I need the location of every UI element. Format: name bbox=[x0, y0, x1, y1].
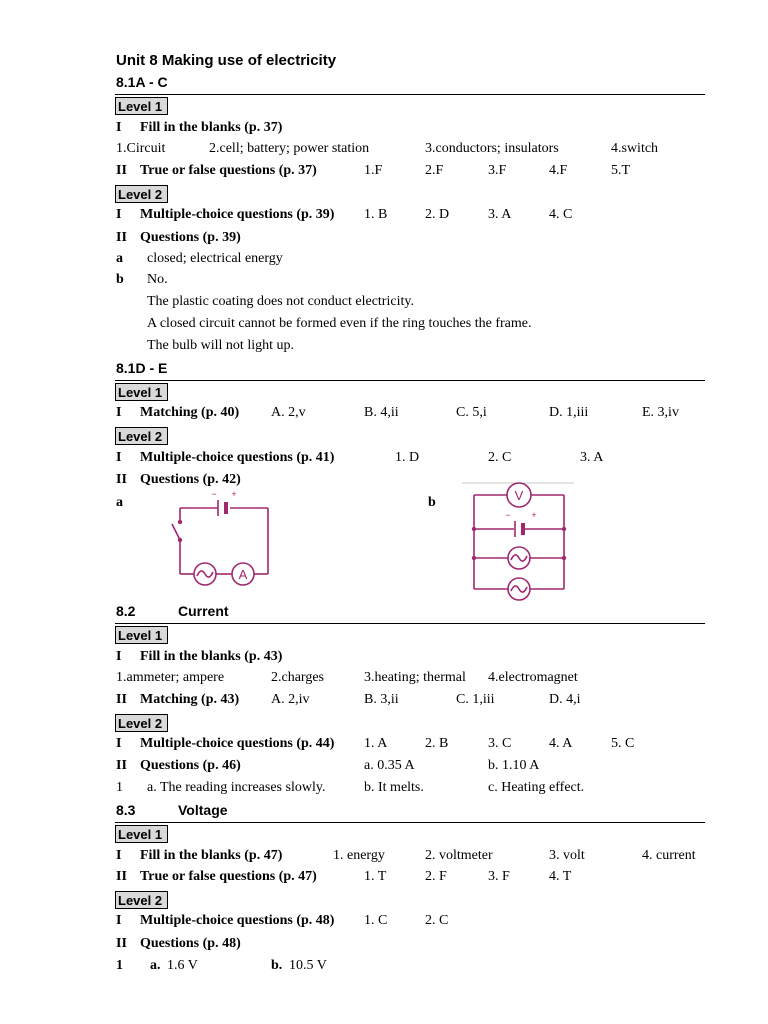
answer: b. 1.10 A bbox=[488, 758, 540, 773]
answer: 1.6 V bbox=[167, 958, 198, 973]
question-number: II bbox=[116, 472, 127, 487]
level-1-box: Level 1 bbox=[115, 97, 168, 115]
level-1-box: Level 1 bbox=[115, 383, 168, 401]
answer: 2.F bbox=[425, 163, 444, 178]
question-number: I bbox=[116, 649, 122, 664]
answer: C. 5,i bbox=[456, 405, 487, 420]
junction-dot bbox=[562, 527, 566, 531]
section-number: 8.3 bbox=[116, 802, 136, 818]
section-rule bbox=[115, 623, 705, 624]
answer: 5. C bbox=[611, 736, 635, 751]
part-label: a bbox=[116, 251, 123, 266]
answer: 3.F bbox=[488, 163, 507, 178]
answer: b. It melts. bbox=[364, 780, 424, 795]
question-title: Fill in the blanks (p. 37) bbox=[140, 120, 283, 135]
answer: 1. D bbox=[395, 450, 420, 465]
circuit-diagram-a bbox=[160, 488, 280, 584]
question-title: Questions (p. 39) bbox=[140, 230, 241, 245]
question-number: I bbox=[116, 207, 122, 222]
answer-line: The plastic coating does not conduct electricity. bbox=[147, 294, 414, 309]
answer: 3. A bbox=[580, 450, 604, 465]
question-number: II bbox=[116, 869, 127, 884]
question-number: II bbox=[116, 758, 127, 773]
question-number: I bbox=[116, 848, 122, 863]
section-title: Voltage bbox=[178, 802, 228, 818]
level-1-box: Level 1 bbox=[115, 626, 168, 644]
bulb-filament bbox=[511, 555, 527, 561]
answer: 3. volt bbox=[549, 848, 585, 863]
answer: 1. A bbox=[364, 736, 388, 751]
answer: 1. B bbox=[364, 207, 388, 222]
answer: 5.T bbox=[611, 163, 631, 178]
voltmeter-label: V bbox=[514, 488, 524, 503]
answer: B. 3,ii bbox=[364, 692, 399, 707]
question-number: II bbox=[116, 230, 127, 245]
row-number: 1 bbox=[116, 780, 123, 795]
minus-sign: − bbox=[505, 510, 511, 520]
figure-label-b: b bbox=[428, 495, 436, 510]
section-number: 8.2 bbox=[116, 603, 136, 619]
section-rule bbox=[115, 822, 705, 823]
question-number: I bbox=[116, 736, 122, 751]
answer: 4. A bbox=[549, 736, 573, 751]
answer: 2. D bbox=[425, 207, 450, 222]
switch-lever bbox=[172, 524, 180, 540]
junction-dot bbox=[472, 556, 476, 560]
level-2-box: Level 2 bbox=[115, 427, 168, 445]
answer: A. 2,v bbox=[271, 405, 306, 420]
answer: 1.Circuit bbox=[116, 141, 166, 156]
answer: 2. F bbox=[425, 869, 447, 884]
question-title: Fill in the blanks (p. 47) bbox=[140, 848, 283, 863]
answer: 4. T bbox=[549, 869, 572, 884]
answer: B. 4,ii bbox=[364, 405, 399, 420]
section-rule bbox=[115, 380, 705, 381]
answer: A. 2,iv bbox=[271, 692, 310, 707]
part-label: b. bbox=[271, 958, 283, 973]
answer: 2. voltmeter bbox=[425, 848, 493, 863]
answer: 4. current bbox=[642, 848, 696, 863]
part-label: a. bbox=[150, 958, 161, 973]
junction-dot bbox=[562, 556, 566, 560]
question-title: Fill in the blanks (p. 43) bbox=[140, 649, 283, 664]
section-rule bbox=[115, 94, 705, 95]
switch-contact bbox=[178, 520, 182, 524]
bulb-filament bbox=[197, 571, 213, 577]
answer: 2. C bbox=[488, 450, 512, 465]
question-number: I bbox=[116, 405, 122, 420]
minus-sign: − bbox=[211, 489, 217, 499]
section-heading-8-1a-c: 8.1A - C bbox=[116, 74, 168, 90]
question-number: I bbox=[116, 120, 122, 135]
question-title: Multiple-choice questions (p. 39) bbox=[140, 207, 335, 222]
answer-line: No. bbox=[147, 272, 168, 287]
answer: 3. C bbox=[488, 736, 512, 751]
question-title: True or false questions (p. 37) bbox=[140, 163, 317, 178]
section-title: Current bbox=[178, 603, 229, 619]
answer-line: A closed circuit cannot be formed even if the ring touches the frame. bbox=[147, 316, 532, 331]
plus-sign: + bbox=[531, 510, 537, 520]
answer: C. 1,iii bbox=[456, 692, 495, 707]
answer: 3. F bbox=[488, 869, 510, 884]
question-number: I bbox=[116, 450, 122, 465]
answer: 4.electromagnet bbox=[488, 670, 578, 685]
question-number: II bbox=[116, 936, 127, 951]
question-title: Matching (p. 43) bbox=[140, 692, 240, 707]
answer-line: The bulb will not light up. bbox=[147, 338, 294, 353]
bulb-filament bbox=[511, 586, 527, 592]
question-title: Matching (p. 40) bbox=[140, 405, 240, 420]
level-1-box: Level 1 bbox=[115, 825, 168, 843]
answer: 1.ammeter; ampere bbox=[116, 670, 225, 685]
answer: 4.switch bbox=[611, 141, 659, 156]
section-heading-8-1d-e: 8.1D - E bbox=[116, 360, 168, 376]
answer: 4.F bbox=[549, 163, 568, 178]
question-title: Multiple-choice questions (p. 44) bbox=[140, 736, 335, 751]
row-number: 1 bbox=[116, 958, 123, 973]
answer: 2.cell; battery; power station bbox=[209, 141, 370, 156]
answer: 2. C bbox=[425, 913, 449, 928]
answer: 1.F bbox=[364, 163, 383, 178]
question-title: Questions (p. 48) bbox=[140, 936, 241, 951]
answer: a. The reading increases slowly. bbox=[147, 780, 326, 795]
unit-title: Unit 8 Making use of electricity bbox=[116, 52, 337, 69]
level-2-box: Level 2 bbox=[115, 185, 168, 203]
question-number: II bbox=[116, 163, 127, 178]
question-title: Questions (p. 46) bbox=[140, 758, 241, 773]
question-title: True or false questions (p. 47) bbox=[140, 869, 317, 884]
ammeter-label: A bbox=[238, 567, 248, 582]
junction-dot bbox=[472, 527, 476, 531]
answer: D. 4,i bbox=[549, 692, 581, 707]
answer: D. 1,iii bbox=[549, 405, 589, 420]
part-label: b bbox=[116, 272, 124, 287]
answer: 3.heating; thermal bbox=[364, 670, 466, 685]
answer: 3.conductors; insulators bbox=[425, 141, 559, 156]
level-2-box: Level 2 bbox=[115, 891, 168, 909]
level-2-box: Level 2 bbox=[115, 714, 168, 732]
answer: 4. C bbox=[549, 207, 573, 222]
answer: 3. A bbox=[488, 207, 512, 222]
answer: E. 3,iv bbox=[642, 405, 679, 420]
answer: 1. C bbox=[364, 913, 388, 928]
answer: 2. B bbox=[425, 736, 449, 751]
answer: 10.5 V bbox=[289, 958, 327, 973]
answer: 2.charges bbox=[271, 670, 324, 685]
figure-label-a: a bbox=[116, 495, 123, 510]
answer: 1. energy bbox=[333, 848, 385, 863]
answer: closed; electrical energy bbox=[147, 251, 283, 266]
answer: a. 0.35 A bbox=[364, 758, 415, 773]
plus-sign: + bbox=[231, 489, 237, 499]
answer: c. Heating effect. bbox=[488, 780, 585, 795]
question-title: Multiple-choice questions (p. 48) bbox=[140, 913, 335, 928]
circuit-diagram-b bbox=[462, 481, 576, 599]
question-number: I bbox=[116, 913, 122, 928]
question-title: Multiple-choice questions (p. 41) bbox=[140, 450, 335, 465]
question-number: II bbox=[116, 692, 127, 707]
question-title: Questions (p. 42) bbox=[140, 472, 241, 487]
switch-contact bbox=[178, 538, 182, 542]
answer: 1. T bbox=[364, 869, 387, 884]
